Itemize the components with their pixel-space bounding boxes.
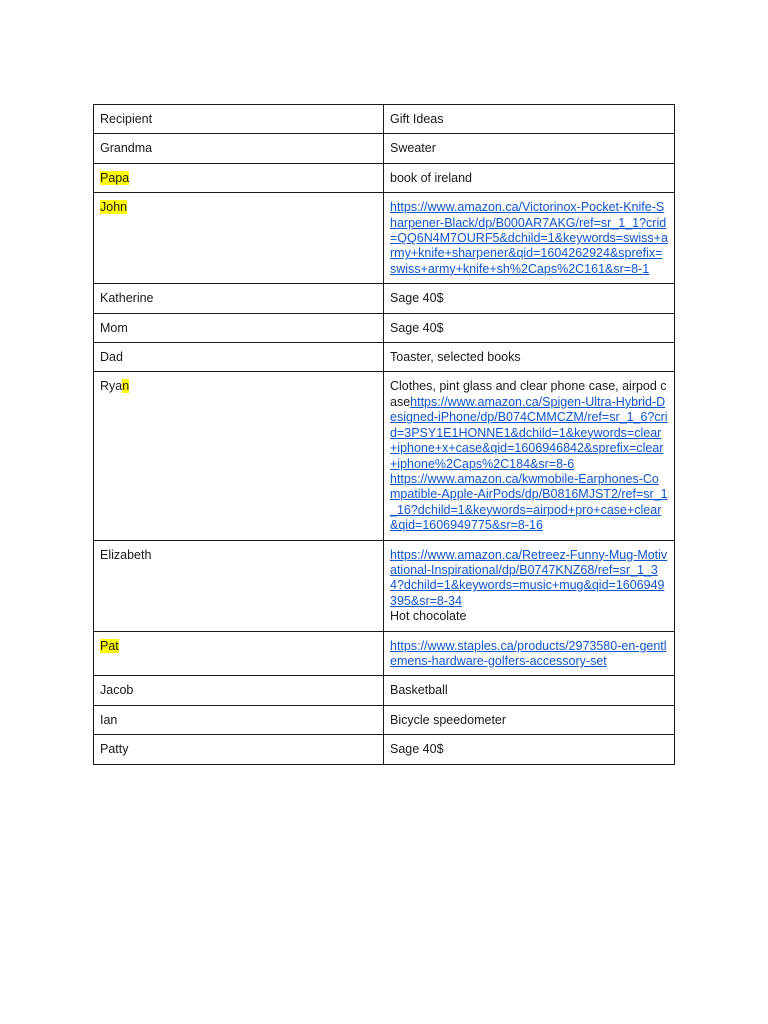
gift-link[interactable]: https://www.amazon.ca/Retreez-Funny-Mug-Motivational-Inspirational/dp/B0747KNZ68/ref=sr_1_34?dchild=1&keywords=music+mug&qid=1606949395&sr=8-34 [390,547,668,608]
recipient-name: Rya [100,379,123,394]
gift-text: Hot chocolate [390,609,467,624]
table-row [94,540,675,631]
gift-idea-cell [384,372,675,540]
recipient-name: Dad [100,350,123,365]
gift-idea-cell [384,705,675,734]
recipient-name: Mom [100,320,128,335]
table-row [94,284,675,313]
table-row [94,676,675,705]
recipient-cell [94,676,384,705]
gift-link[interactable]: https://www.amazon.ca/Victorinox-Pocket-Knife-Sharpener-Black/dp/B000AR7AKG/ref=sr_1_1?crid=QQ6N4M7OURF5&dchild=1&keywords=swiss+army+knife+sharpener&qid=1604262924&sprefix=swiss+army+knife+sh%2Caps%2C161&sr=8-1 [390,200,668,276]
recipient-cell [94,163,384,192]
gift-link[interactable]: https://www.amazon.ca/Spigen-Ultra-Hybrid-Designed-iPhone/dp/B074CMMCZM/ref=sr_1_6?crid=3PSY1E1HONNE1&dchild=1&keywords=clear+iphone+x+case&qid=1606946842&sprefix=clear+iphone%2Caps%2C184&sr=8-6 [390,394,668,471]
gift-text: Clothes, pint glass and clear phone case, airpod case [390,379,667,409]
table-header-row [94,105,675,134]
recipient-cell [94,540,384,631]
gift-text: Bicycle speedometer [390,712,507,727]
gift-link[interactable]: https://www.amazon.ca/kwmobile-Earphones-Compatible-Apple-AirPods/dp/B0816MJST2/ref=sr_1_16?dchild=1&keywords=airpod+pro+case+clear&qid=1606949775&sr=8-16 [390,471,668,533]
gift-text: Sweater [390,141,436,156]
recipient-name-highlighted: n [122,379,130,394]
recipient-cell [94,372,384,540]
gift-idea-cell [384,163,675,192]
table-row [94,631,675,676]
recipient-header: Recipient [94,105,384,134]
gift-table-body [94,105,675,765]
gift-idea-cell [384,313,675,342]
recipient-name-highlighted: Pat [100,638,119,653]
gift-table [93,104,675,765]
table-row [94,193,675,284]
table-row [94,343,675,372]
gift-idea-cell [384,193,675,284]
gift-text: Sage 40$ [390,742,444,757]
gift-idea-cell [384,343,675,372]
gift-text: Sage 40$ [390,320,444,335]
table-row [94,163,675,192]
gift-text: book of ireland [390,170,473,185]
recipient-cell [94,705,384,734]
gift-idea-cell [384,735,675,764]
gift-idea-cell [384,676,675,705]
table-row [94,372,675,540]
gift-ideas-header: Gift Ideas [384,105,675,134]
gift-idea-cell [384,540,675,631]
gift-text: Sage 40$ [390,291,444,306]
recipient-cell [94,343,384,372]
recipient-cell [94,134,384,163]
table-row [94,735,675,764]
recipient-name: Ian [100,712,118,727]
recipient-name: Patty [100,742,129,757]
recipient-cell [94,631,384,676]
table-row [94,313,675,342]
recipient-name-highlighted: Papa [100,170,130,185]
gift-text: Basketball [390,683,448,698]
table-row [94,705,675,734]
gift-link[interactable]: https://www.staples.ca/products/2973580-en-gentlemens-hardware-golfers-accessory-set [390,638,667,668]
recipient-name: Grandma [100,141,153,156]
gift-idea-cell [384,284,675,313]
recipient-name: Katherine [100,291,154,306]
recipient-name-highlighted: John [100,200,128,215]
gift-idea-cell [384,134,675,163]
recipient-name: Elizabeth [100,547,152,562]
recipient-cell [94,313,384,342]
recipient-cell [94,193,384,284]
table-row [94,134,675,163]
recipient-cell [94,735,384,764]
gift-text: Toaster, selected books [390,350,521,365]
recipient-cell [94,284,384,313]
recipient-name: Jacob [100,683,134,698]
gift-idea-cell [384,631,675,676]
